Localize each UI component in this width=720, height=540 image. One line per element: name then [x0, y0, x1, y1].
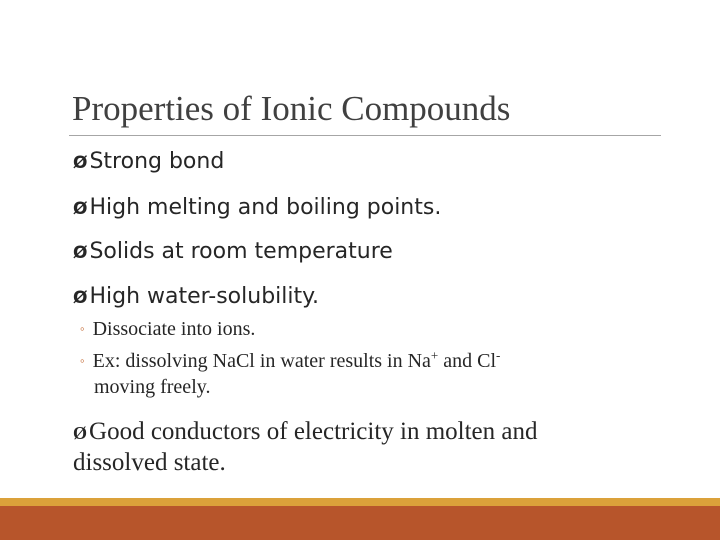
arrow-bullet-icon: Ø	[73, 243, 88, 263]
arrow-bullet-icon: Ø	[73, 199, 88, 219]
sub-bullet-text: Dissociate into ions.	[92, 318, 256, 340]
circle-bullet-icon: ◦	[80, 353, 85, 368]
bullet-item	[73, 195, 441, 222]
bullet-item	[73, 417, 633, 478]
arrow-bullet-icon: Ø	[73, 288, 88, 308]
sub-bullet-item	[80, 349, 500, 399]
circle-bullet-icon: ◦	[80, 321, 85, 336]
bullet-text: Strong bond	[89, 149, 225, 174]
sub-bullet-item	[80, 317, 255, 343]
title-divider	[69, 135, 661, 136]
bullet-item	[73, 149, 224, 176]
footer-stripe	[0, 498, 720, 506]
sub-bullet-text: and Cl	[438, 350, 497, 372]
arrow-bullet-icon: Ø	[73, 423, 88, 443]
bullet-text: High melting and boiling points.	[89, 195, 442, 220]
superscript-minus: -	[496, 347, 501, 363]
bullet-text: Solids at room temperature	[89, 239, 393, 264]
sub-bullet-continuation: moving freely.	[94, 376, 211, 398]
slide-title: Properties of Ionic Compounds	[72, 89, 511, 128]
bullet-item	[73, 239, 393, 266]
sub-bullet-text: Ex: dissolving Na	[92, 350, 236, 372]
superscript-plus: +	[430, 347, 439, 363]
sub-bullet-text: Cl in water results in Na	[235, 350, 431, 372]
bullet-text: Good conductors of electricity in molten and dissolved state.	[73, 418, 538, 476]
arrow-bullet-icon: Ø	[73, 153, 88, 173]
bullet-text: High water-solubility.	[89, 284, 320, 309]
bullet-item	[73, 284, 319, 311]
